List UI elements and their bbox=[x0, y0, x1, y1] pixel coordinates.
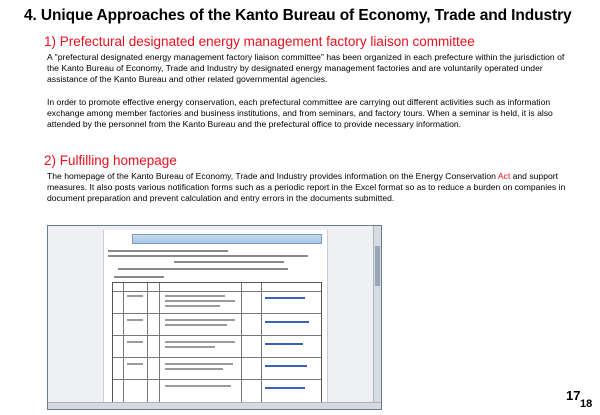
section2-text-highlight: Act bbox=[497, 171, 511, 181]
section1-paragraph-1: A "prefectural designated energy management factory liaison committee" has been organized in each prefecture within the jurisdiction of the Kanto Bureau of Economy, Trade and Industry by designated energy management factories and are voluntarily operated under assistance of the Kanto Bureau and other related governmental agencies. bbox=[47, 52, 565, 84]
section2-heading: 2) Fulfilling homepage bbox=[44, 153, 177, 168]
section2-text-after: and support measures. It also posts various notification forms such as a periodic report in the Excel format so as to reduce a burden on companies in document preparation and prevent calculation and entry errors in the documents submitted. bbox=[47, 171, 566, 203]
screenshot-page bbox=[103, 230, 328, 404]
section2-paragraph bbox=[47, 171, 567, 204]
page-number: 17 bbox=[566, 388, 581, 403]
screenshot-text-line bbox=[108, 255, 308, 257]
section1-heading: 1) Prefectural designated energy management factory liaison committee bbox=[44, 34, 475, 49]
screenshot-text-line bbox=[114, 276, 164, 278]
homepage-screenshot bbox=[47, 225, 382, 410]
screenshot-text-line bbox=[118, 268, 288, 270]
screenshot-text-line bbox=[174, 261, 284, 263]
screenshot-text-line bbox=[108, 250, 228, 252]
screenshot-scrollbar bbox=[373, 226, 381, 409]
slide-title: 4. Unique Approaches of the Kanto Bureau of Economy, Trade and Industry bbox=[24, 7, 572, 24]
screenshot-banner bbox=[132, 234, 322, 244]
section2-text-before: The homepage of the Kanto Bureau of Economy, Trade and Industry provides information on the Energy Conservation bbox=[47, 171, 498, 181]
screenshot-statusbar bbox=[48, 402, 381, 409]
screenshot-table bbox=[112, 282, 322, 404]
section1-paragraph-2: In order to promote effective energy conservation, each prefectural committee are carrying out different activities such as information exchange among member factories and business institutions, and from seminars, and factory tours. When a seminar is held, it is also attended by the personnel from the Kanto Bureau and the prefectural office to provide necessary information. bbox=[47, 97, 553, 129]
page-number-secondary: 18 bbox=[580, 398, 593, 410]
